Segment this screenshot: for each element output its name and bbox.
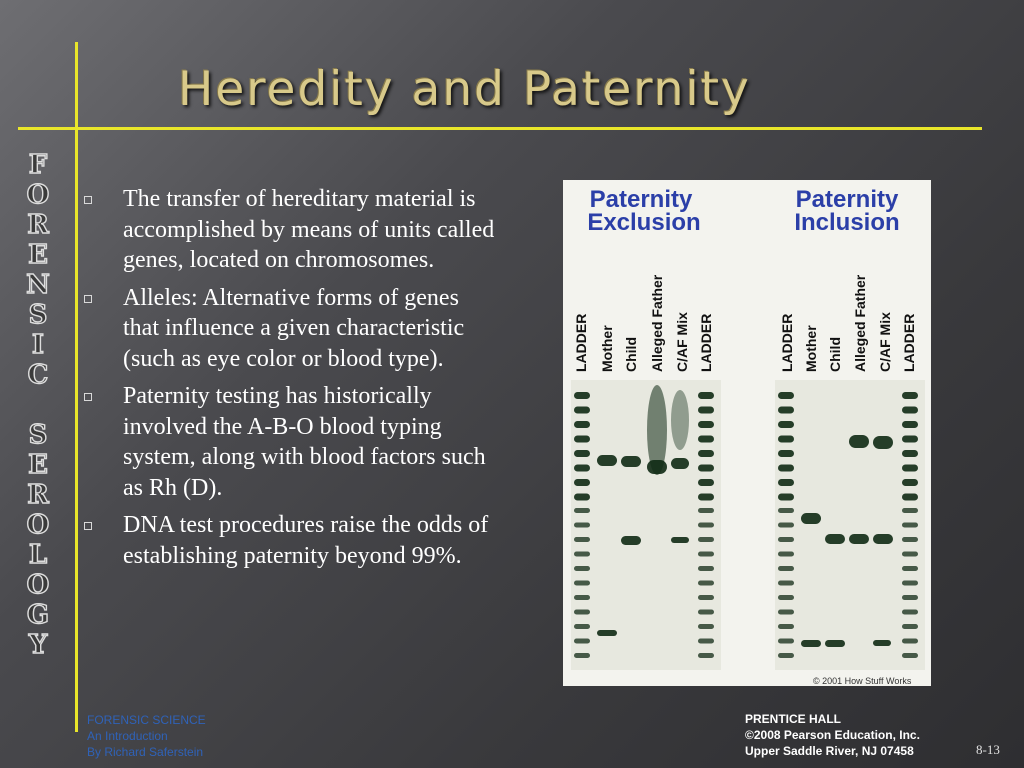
- gel-band: [902, 392, 918, 399]
- gel-band: [574, 610, 590, 615]
- bullet-text: Alleles: Alternative forms of genes that influence a given characteristic (such as eye color or blood type).: [123, 284, 465, 372]
- side-letter: S: [28, 420, 48, 450]
- gel-band: [902, 537, 918, 542]
- side-letter: O: [26, 180, 50, 210]
- gel-band: [778, 508, 794, 513]
- gel-band: [698, 581, 714, 586]
- gel-band: [801, 513, 821, 524]
- gel-band: [778, 581, 794, 586]
- gel-band: [778, 653, 794, 658]
- footer-copyright: ©2008 Pearson Education, Inc.: [745, 728, 920, 742]
- gel-band: [574, 508, 590, 513]
- gel-band: [902, 421, 918, 428]
- gel-band: [574, 523, 590, 528]
- gel-band: [778, 624, 794, 629]
- side-letter: C: [27, 360, 49, 390]
- footer-address: Upper Saddle River, NJ 07458: [745, 744, 914, 758]
- gel-band: [698, 653, 714, 658]
- lane-label-child-left: Child: [623, 337, 639, 372]
- gel-band: [574, 624, 590, 629]
- gel-band: [902, 552, 918, 557]
- side-letter: R: [27, 480, 49, 510]
- gel-band: [647, 460, 667, 474]
- gel-band: [574, 537, 590, 542]
- side-letter: E: [28, 240, 48, 270]
- footer-book-subtitle: An Introduction: [87, 729, 168, 743]
- exclusion-title-line2: Exclusion: [587, 209, 701, 236]
- lane-label-alleged-father-right: Alleged Father: [852, 274, 868, 372]
- square-bullet-icon: [84, 196, 92, 204]
- gel-band: [671, 390, 689, 450]
- gel-figure-svg: [563, 180, 931, 686]
- gel-band: [778, 566, 794, 571]
- gel-band: [698, 523, 714, 528]
- gel-band: [902, 610, 918, 615]
- gel-band: [574, 407, 590, 414]
- gel-band: [574, 552, 590, 557]
- gel-band: [825, 640, 845, 647]
- side-letter: L: [28, 540, 48, 570]
- gel-band: [902, 479, 918, 486]
- gel-band: [902, 639, 918, 644]
- footer-book-author: By Richard Saferstein: [87, 745, 204, 759]
- gel-band: [778, 407, 794, 414]
- side-title-forensic-serology: [8, 150, 68, 660]
- gel-band: [778, 436, 794, 443]
- figure-copyright: © 2001 How Stuff Works: [813, 676, 912, 686]
- lane-label-caf-mix-left: C/AF Mix: [674, 312, 690, 372]
- side-letter: N: [26, 270, 50, 300]
- gel-band: [597, 455, 617, 466]
- gel-band: [574, 639, 590, 644]
- gel-band: [778, 479, 794, 486]
- gel-band: [621, 536, 641, 545]
- footer-publisher-name: PRENTICE HALL: [745, 712, 841, 726]
- footer-book-credit: [87, 712, 206, 760]
- lane-label-ladder-left-2: LADDER: [698, 313, 714, 372]
- gel-band: [574, 494, 590, 501]
- gel-band: [698, 465, 714, 472]
- gel-band: [621, 456, 641, 467]
- gel-band: [902, 653, 918, 658]
- side-letter: F: [28, 150, 48, 180]
- gel-band: [778, 494, 794, 501]
- gel-band: [825, 534, 845, 544]
- square-bullet-icon: [84, 393, 92, 401]
- gel-band: [574, 450, 590, 457]
- gel-band: [574, 465, 590, 472]
- gel-band: [597, 630, 617, 636]
- bullet-item: [80, 283, 500, 375]
- bullet-text: Paternity testing has historically involved the A-B-O blood typing system, along with blood factors such as Rh (D).: [123, 383, 486, 501]
- lane-label-ladder-right-2: LADDER: [901, 313, 917, 372]
- gel-band: [698, 407, 714, 414]
- gel-band: [698, 595, 714, 600]
- horizontal-accent-line: [18, 127, 982, 130]
- bullet-item: [80, 510, 500, 571]
- gel-band: [671, 537, 689, 543]
- gel-band: [574, 479, 590, 486]
- gel-band: [698, 566, 714, 571]
- gel-band: [902, 581, 918, 586]
- gel-band: [698, 436, 714, 443]
- side-letter-gap: [8, 390, 68, 420]
- inclusion-title-line2: Inclusion: [794, 209, 900, 236]
- side-letter: R: [27, 210, 49, 240]
- gel-band: [849, 534, 869, 544]
- inclusion-title-line1: Paternity: [795, 186, 899, 213]
- lane-label-child-right: Child: [827, 337, 843, 372]
- dna-paternity-gel-image: [563, 180, 931, 686]
- lane-label-caf-mix-right: C/AF Mix: [877, 312, 893, 372]
- gel-band: [778, 639, 794, 644]
- gel-band: [778, 537, 794, 542]
- gel-band: [698, 392, 714, 399]
- gel-band: [698, 450, 714, 457]
- bullet-text: DNA test procedures raise the odds of establishing paternity beyond 99%.: [123, 512, 489, 569]
- bullet-item: [80, 184, 500, 276]
- lane-label-alleged-father-left: Alleged Father: [649, 274, 665, 372]
- gel-band: [873, 534, 893, 544]
- gel-band: [698, 624, 714, 629]
- gel-band: [574, 595, 590, 600]
- gel-band: [902, 523, 918, 528]
- side-letter: Y: [28, 630, 48, 660]
- side-letter: O: [26, 570, 50, 600]
- footer-book-title: FORENSIC SCIENCE: [87, 713, 206, 727]
- gel-band: [698, 639, 714, 644]
- gel-band: [574, 421, 590, 428]
- lane-label-mother-right: Mother: [803, 325, 819, 372]
- side-letter: O: [26, 510, 50, 540]
- gel-band: [574, 436, 590, 443]
- bullet-text: The transfer of hereditary material is accomplished by means of units called genes, located on chromosomes.: [123, 186, 495, 273]
- gel-band: [849, 435, 869, 448]
- gel-band: [902, 508, 918, 513]
- gel-band: [778, 552, 794, 557]
- gel-band: [902, 624, 918, 629]
- gel-band: [778, 392, 794, 399]
- gel-band: [574, 566, 590, 571]
- gel-band: [698, 494, 714, 501]
- gel-band: [873, 436, 893, 449]
- gel-band: [671, 458, 689, 469]
- bullet-item: [80, 381, 500, 503]
- lane-label-ladder-right: LADDER: [779, 313, 795, 372]
- side-letter: S: [28, 300, 48, 330]
- side-letter: E: [28, 450, 48, 480]
- gel-band: [698, 479, 714, 486]
- gel-band: [698, 421, 714, 428]
- gel-band: [902, 436, 918, 443]
- slide-title: Heredity and Paternity: [178, 62, 751, 117]
- gel-band: [902, 407, 918, 414]
- square-bullet-icon: [84, 522, 92, 530]
- lane-label-ladder-left: LADDER: [573, 313, 589, 372]
- side-letter: G: [26, 600, 50, 630]
- vertical-accent-line: [75, 42, 78, 732]
- gel-band: [873, 640, 891, 646]
- page-number: 8-13: [976, 742, 1000, 757]
- gel-band: [801, 640, 821, 647]
- footer-publisher: [745, 711, 920, 759]
- gel-band: [902, 465, 918, 472]
- gel-band: [778, 421, 794, 428]
- gel-band: [574, 581, 590, 586]
- gel-band: [902, 566, 918, 571]
- side-letter: I: [31, 330, 45, 360]
- gel-band: [574, 653, 590, 658]
- gel-band: [698, 552, 714, 557]
- gel-band: [778, 465, 794, 472]
- gel-band: [778, 595, 794, 600]
- gel-band: [574, 392, 590, 399]
- gel-band: [698, 537, 714, 542]
- lane-label-mother-left: Mother: [599, 325, 615, 372]
- gel-band: [902, 450, 918, 457]
- gel-band: [902, 595, 918, 600]
- gel-band: [902, 494, 918, 501]
- exclusion-title-line1: Paternity: [589, 186, 693, 213]
- gel-band: [778, 610, 794, 615]
- gel-band: [778, 523, 794, 528]
- bullet-list: [80, 184, 500, 578]
- square-bullet-icon: [84, 295, 92, 303]
- gel-band: [778, 450, 794, 457]
- gel-band: [698, 508, 714, 513]
- gel-band: [698, 610, 714, 615]
